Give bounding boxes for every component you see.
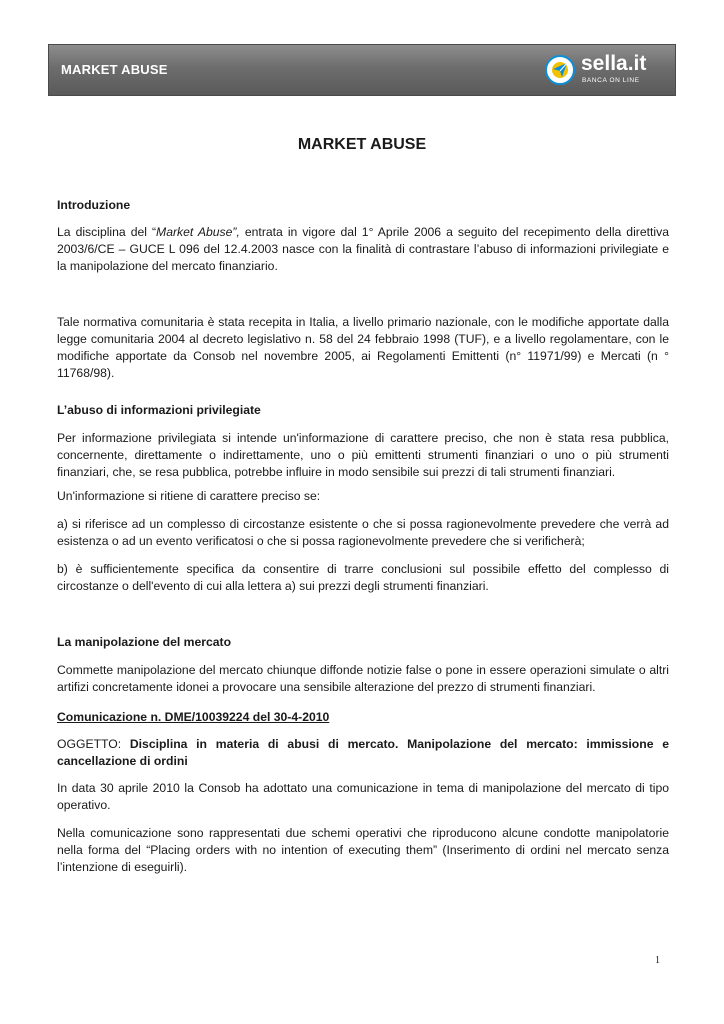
page-number: 1 <box>655 955 660 966</box>
intro-paragraph-2: Tale normativa comunitaria è stata recepita in Italia, a livello primario nazionale, con le modifiche apportate dalla legge comunitaria 2004 al decreto legislativo n. 58 del 24 febbraio 1998 (TUF), e a livello regolamentare, con le modifiche apportate da Consob nel novembre 2005, ai Regolamenti Emittenti (n° 11971/99) e Mercati (n ° 11768/98). <box>57 315 669 380</box>
market-abuse-term: Market Abuse”, <box>156 225 240 239</box>
oggetto-paragraph <box>57 736 669 770</box>
logo-subtitle: BANCA ON LINE <box>582 77 640 84</box>
abuse-paragraph-2: Un'informazione si ritiene di carattere preciso se: <box>57 489 321 503</box>
intro-p1-start: La disciplina del “ <box>57 225 157 239</box>
heading-comunicazione: Comunicazione n. DME/10039224 del 30-4-2010 <box>57 710 330 724</box>
heading-manipolazione: La manipolazione del mercato <box>57 635 232 649</box>
comm-paragraph-2: Nella comunicazione sono rappresentati due schemi operativi che riproducono alcune condotte manipolatorie nella forma del “Placing orders with no intention of executing them” (Inserimento di ordini nel mercato senza l’intenzione di eseguirli). <box>57 826 669 874</box>
oggetto-text: Disciplina in materia di abusi di mercato. Manipolazione del mercato: immissione e cancellazione di ordini <box>57 737 669 768</box>
abuse-paragraph-4: b) è sufficientemente specifica da consentire di trarre conclusioni sul possibile effetto del complesso di circostanze o dell'evento di cui alla lettera a) sui prezzi degli strumenti finanziari. <box>57 562 669 593</box>
comm-paragraph-1: In data 30 aprile 2010 la Consob ha adottato una comunicazione in tema di manipolazione del mercato di tipo operativo. <box>57 781 669 812</box>
document-title: MARKET ABUSE <box>297 136 427 153</box>
manip-paragraph-1: Commette manipolazione del mercato chiunque diffonde notizie false o pone in essere operazioni simulate o altri artifizi concretamente idonei a provocare una sensibile alterazione del prezzo di strumenti finanziari. <box>57 663 669 694</box>
paper-plane-icon <box>550 60 570 80</box>
heading-introduzione: Introduzione <box>57 198 131 212</box>
abuse-paragraph-3: a) si riferisce ad un complesso di circostanze esistente o che si possa ragionevolmente prevedere che verrà ad esistenza o ad un evento verificatosi o che si possa ragionevolmente prevedere che si verificherà; <box>57 517 669 548</box>
intro-paragraph-1 <box>57 224 669 275</box>
header-banner <box>48 44 676 96</box>
intro-p1-rest: entrata in vigore dal 1° Aprile 2006 a seguito del recepimento della direttiva 2003/6/CE – GUCE L 096 del 12.4.2003 nasce con la finalità di contrastare l’abuso di informazioni privilegiate e la manipolazione del mercato finanziario. <box>57 225 669 273</box>
abuse-paragraph-1: Per informazione privilegiata si intende un'informazione di carattere preciso, che non è stata resa pubblica, concernente, direttamente o indirettamente, uno o più emittenti strumenti finanziari o uno o più strumenti finanziari, che, se resa pubblica, potrebbe influire in modo sensibile sui prezzi di tali strumenti finanziari. <box>57 431 669 479</box>
heading-abuso-informazioni: L’abuso di informazioni privilegiate <box>57 403 261 417</box>
sella-logo <box>545 53 665 89</box>
logo-name: sella.it <box>581 52 647 75</box>
logo-emblem <box>545 55 575 85</box>
oggetto-label: OGGETTO: <box>57 737 130 751</box>
banner-title: MARKET ABUSE <box>61 62 168 77</box>
